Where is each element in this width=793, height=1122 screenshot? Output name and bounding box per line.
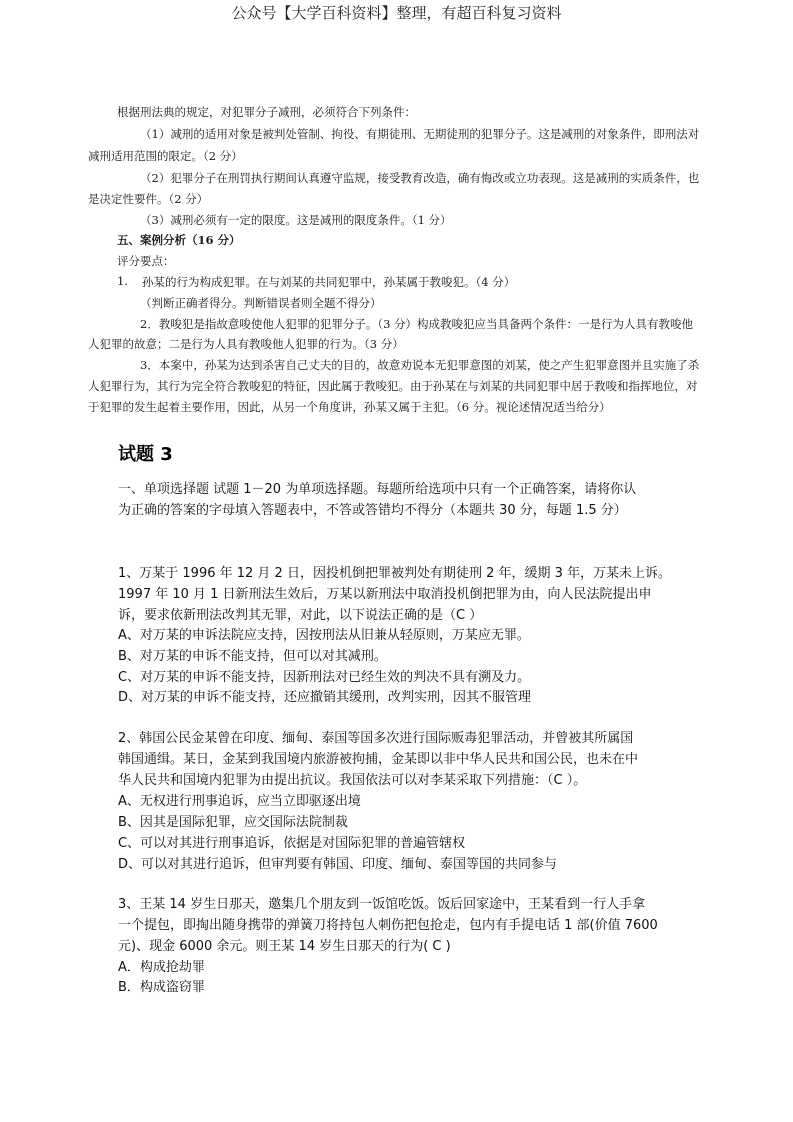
point-2-line-2: 人犯罪的故意；二是行为人具有教唆他人犯罪的行为。（3 分） bbox=[88, 337, 404, 351]
exam-3-title: 试题 3 bbox=[118, 444, 173, 465]
condition-3: （3）减刑必须有一定的限度。这是减刑的限度条件。（1 分） bbox=[140, 213, 452, 227]
condition-1-line-2: 减刑适用范围的限定。（2 分） bbox=[88, 149, 243, 163]
page-header: 公众号【大学百科资料】整理，有超百科复习资料 bbox=[231, 4, 562, 22]
question-2-option-a: A、无权进行刑事追诉，应当立即驱逐出境 bbox=[118, 794, 361, 809]
question-1-stem-line-3: 诉，要求依新刑法改判其无罪，对此，以下说法正确的是（C ） bbox=[118, 608, 483, 623]
question-3-option-a: A．构成抢劫罪 bbox=[118, 960, 205, 975]
case-analysis-heading: 五、案例分析（16 分） bbox=[117, 233, 241, 247]
question-3-stem-line-1: 3、王某 14 岁生日那天，邀集几个朋友到一饭馆吃饭。饭后回家途中，王某看到一行人手拿 bbox=[118, 897, 646, 912]
answer-intro: 根据刑法典的规定，对犯罪分子减刑，必须符合下列条件： bbox=[117, 105, 416, 119]
instructions-line-1: 一、单项选择题 试题 1－20 为单项选择题。每题所给选项中只有一个正确答案，请将你认 bbox=[118, 482, 637, 497]
question-3-stem-line-2: 一个提包，即掏出随身携带的弹簧刀将持包人刺伤把包抢走，包内有手提电话 1 部(价值 7600 bbox=[118, 918, 658, 933]
question-2-option-c: C、可以对其进行刑事追诉，依据是对国际犯罪的普遍管辖权 bbox=[118, 836, 466, 851]
question-1-option-d: D、对万某的申诉不能支持，还应撤销其缓刑，改判实刑，因其不服管理 bbox=[118, 690, 532, 705]
point-3-line-1: 3．本案中，孙某为达到杀害自己丈夫的目的，故意劝说本无犯罪意图的刘某，使之产生犯罪意图并且实施了杀 bbox=[140, 358, 700, 372]
question-1-stem-line-2: 1997 年 10 月 1 日新刑法生效后，万某以新刑法中取消投机倒把罪为由，向人民法院提出申 bbox=[118, 587, 652, 602]
question-3-option-b: B．构成盗窃罪 bbox=[118, 980, 205, 995]
question-2-stem-line-3: 华人民共和国境内犯罪为由提出抗议。我国依法可以对李某采取下列措施：（C ）。 bbox=[118, 773, 587, 788]
condition-2-line-2: 是决定性要件。（2 分） bbox=[88, 192, 209, 206]
point-2-line-1: 2．教唆犯是指故意唆使他人犯罪的犯罪分子。（3 分）构成教唆犯应当具备两个条件：一是行为人具有教唆他 bbox=[140, 317, 694, 331]
question-3-stem-line-3: 元)、现金 6000 余元。则王某 14 岁生日那天的行为( C ) bbox=[118, 939, 451, 954]
question-1-stem-line-1: 1、万某于 1996 年 12 月 2 日，因投机倒把罪被判处有期徒刑 2 年，缓期 3 年，万某未上诉。 bbox=[118, 566, 672, 581]
condition-1-line-1: （1）减刑的适用对象是被判处管制、拘役、有期徒刑、无期徒刑的犯罪分子。这是减刑的对象条件，即刑法对 bbox=[140, 127, 700, 141]
question-2-option-d: D、可以对其进行追诉，但审判要有韩国、印度、缅甸、泰国等国的共同参与 bbox=[118, 857, 558, 872]
instructions-line-2: 为正确的答案的字母填入答题表中，不答或答错均不得分（本题共 30 分，每题 1.5 分） bbox=[118, 503, 627, 518]
point-1: 孙某的行为构成犯罪。在与刘某的共同犯罪中，孙某属于教唆犯。（4 分） bbox=[142, 275, 516, 289]
condition-2-line-1: （2）犯罪分子在刑罚执行期间认真遵守监规，接受教育改造，确有悔改或立功表现。这是减刑的实质条件，也 bbox=[140, 171, 700, 185]
question-1-option-a: A、对万某的申诉法院应支持，因按刑法从旧兼从轻原则，万某应无罪。 bbox=[118, 628, 530, 643]
scoring-label: 评分要点： bbox=[117, 254, 175, 268]
point-3-line-3: 于犯罪的发生起着主要作用，因此，从另一个角度讲，孙某又属于主犯。（6 分。视论述情况适当给分） bbox=[88, 400, 611, 414]
point-1-number: 1. bbox=[117, 274, 128, 288]
point-3-line-2: 人犯罪行为，其行为完全符合教唆犯的特征，因此属于教唆犯。由于孙某在与刘某的共同犯罪中居于教唆和指挥地位，对 bbox=[88, 379, 698, 393]
question-1-option-b: B、对万某的申诉不能支持，但可以对其减刑。 bbox=[118, 649, 387, 664]
question-2-stem-line-2: 韩国通缉。某日，金某到我国境内旅游被拘捕，金某即以非中华人民共和国公民，也未在中 bbox=[118, 752, 639, 767]
question-2-stem-line-1: 2、韩国公民金某曾在印度、缅甸、泰国等国多次进行国际贩毒犯罪活动，并曾被其所属国 bbox=[118, 731, 634, 746]
question-1-option-c: C、对万某的申诉不能支持，因新刑法对已经生效的判决不具有溯及力。 bbox=[118, 670, 531, 685]
point-1-note: （判断正确者得分。判断错误者则全题不得分） bbox=[140, 296, 382, 310]
question-2-option-b: B、因其是国际犯罪，应交国际法院制裁 bbox=[118, 815, 348, 830]
